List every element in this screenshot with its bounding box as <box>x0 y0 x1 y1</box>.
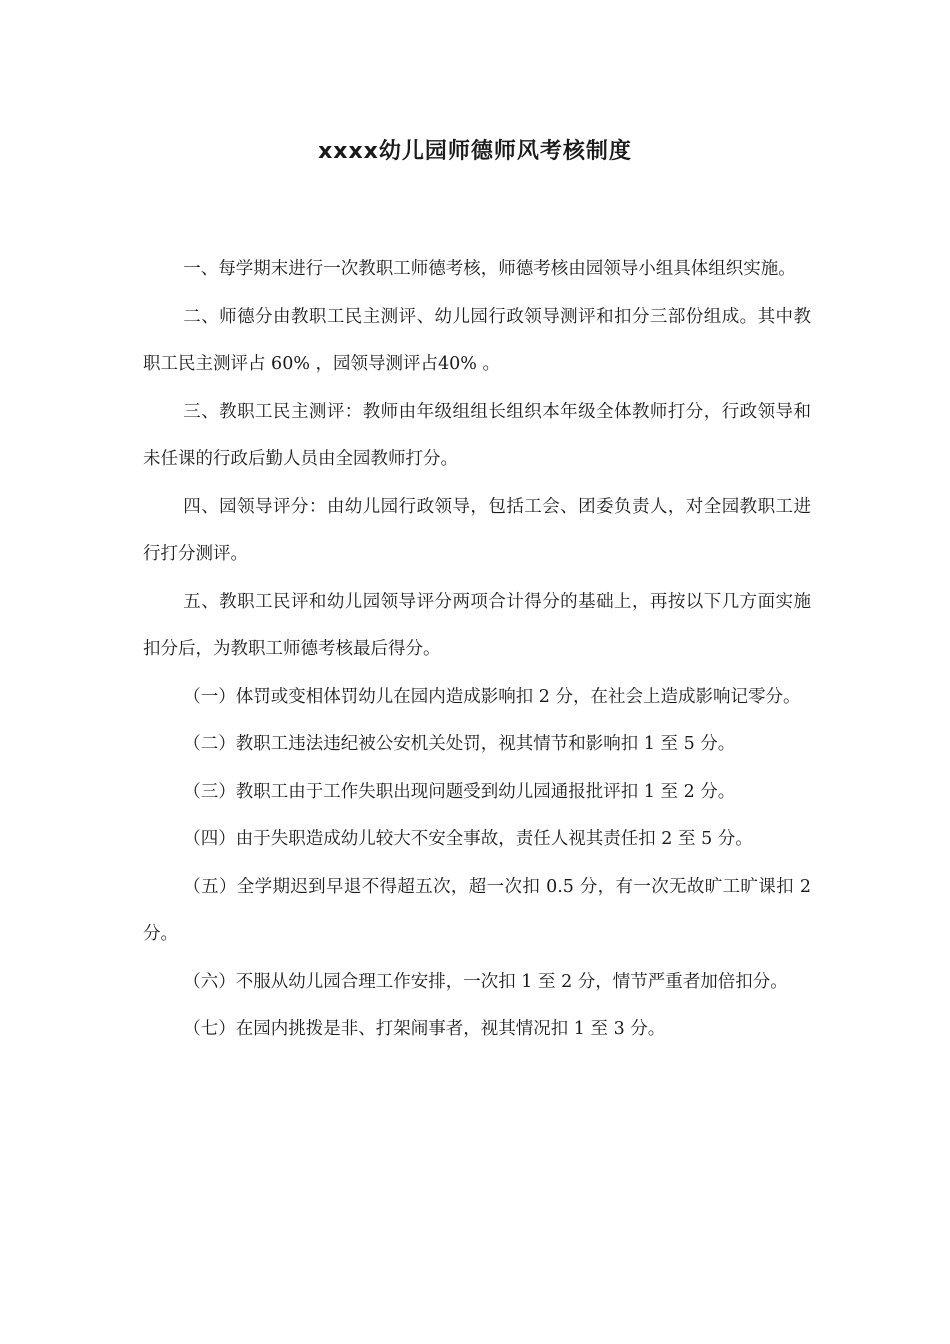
paragraph-5: 五、教职工民评和幼儿园领导评分两项合计得分的基础上，再按以下几方面实施扣分后，为教职工师德考核最后得分。 <box>143 591 811 659</box>
rule-item-2: （二）教职工违法违纪被公安机关处罚，视其情节和影响扣 1 至 5 分。 <box>183 734 736 754</box>
rule-item-1: （一）体罚或变相体罚幼儿在园内造成影响扣 2 分，在社会上造成影响记零分。 <box>183 686 801 707</box>
paragraph-1: 一、每学期末进行一次教职工师德考核，师德考核由园领导小组具体组织实施。 <box>183 259 796 279</box>
document-title: xxxx幼儿园师德师风考核制度 <box>318 139 632 164</box>
rule-item-3: （三）教职工由于工作失职出现问题受到幼儿园通报批评扣 1 至 2 分。 <box>183 781 736 802</box>
paragraph-2: 二、师德分由教职工民主测评、幼儿园行政领导测评和扣分三部份组成。其中教职工民主测评占 60% ，园领导测评占40% 。 <box>143 306 811 374</box>
rule-item-6: （六）不服从幼儿园合理工作安排，一次扣 1 至 2 分，情节严重者加倍扣分。 <box>183 971 788 992</box>
paragraph-4: 四、园领导评分：由幼儿园行政领导，包括工会、团委负责人，对全园教职工进行打分测评。 <box>143 496 811 564</box>
document-body <box>143 246 811 1054</box>
rule-item-4: （四）由于失职造成幼儿较大不安全事故，责任人视其责任扣 2 至 5 分。 <box>183 829 753 849</box>
rule-item-5: （五）全学期迟到早退不得超五次，超一次扣 0.5 分，有一次无故旷工旷课扣 2 分。 <box>143 876 811 944</box>
rule-item-7: （七）在园内挑拨是非、打架闹事者，视其情况扣 1 至 3 分。 <box>183 1019 666 1039</box>
paragraph-3: 三、教职工民主测评：教师由年级组组长组织本年级全体教师打分，行政领导和未任课的行政后勤人员由全园教师打分。 <box>143 401 811 469</box>
